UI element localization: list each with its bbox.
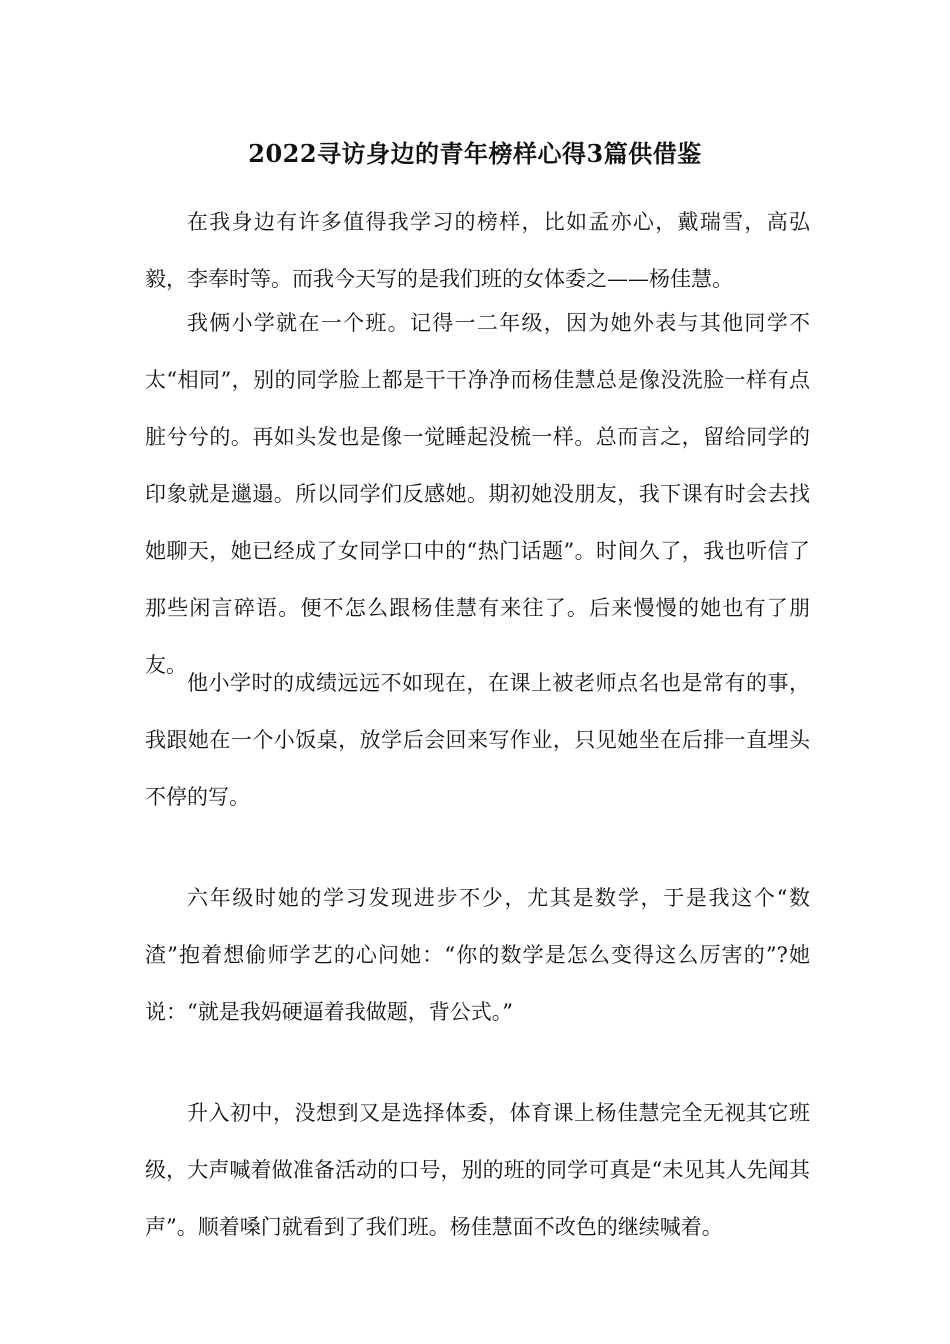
paragraph: 我俩小学就在一个班。记得一二年级，因为她外表与其他同学不太“相同”，别的同学脸上都是干干净净而杨佳慧总是像没洗脸一样有点脏兮兮的。再如头发也是像一觉睡起没梳一样。总而言之，留给同学的印象就是邋遢。所以同学们反感她。期初她没朋友，我下课有时会去找她聊天，她已经成了女同学口中的“热门话题”。时间久了，我也听信了那些闲言碎语。便不怎么跟杨佳慧有来往了。后来慢慢的她也有了朋友。 — [145, 311, 810, 677]
paragraph: 六年级时她的学习发现进步不少，尤其是数学，于是我这个“数渣”抱着想偷师学艺的心问她：“你的数学是怎么变得这么厉害的”?她说：“就是我妈硬逼着我做题，背公式。” — [145, 886, 810, 1024]
document-title: 2022寻访身边的青年榜样心得3篇供借鉴 — [248, 139, 702, 168]
paragraph: 升入初中，没想到又是选择体委，体育课上杨佳慧完全无视其它班级，大声喊着做准备活动的口号，别的班的同学可真是“未见其人先闻其声”。顺着嗓门就看到了我们班。杨佳慧面不改色的继续喊着。 — [145, 1101, 810, 1239]
paragraph: 他小学时的成绩远远不如现在，在课上被老师点名也是常有的事，我跟她在一个小饭桌，放学后会回来写作业，只见她坐在后排一直埋头不停的写。 — [145, 671, 810, 809]
paragraph: 在我身边有许多值得我学习的榜样，比如孟亦心，戴瑞雪，高弘毅，李奉时等。而我今天写的是我们班的女体委之——杨佳慧。 — [145, 210, 810, 291]
